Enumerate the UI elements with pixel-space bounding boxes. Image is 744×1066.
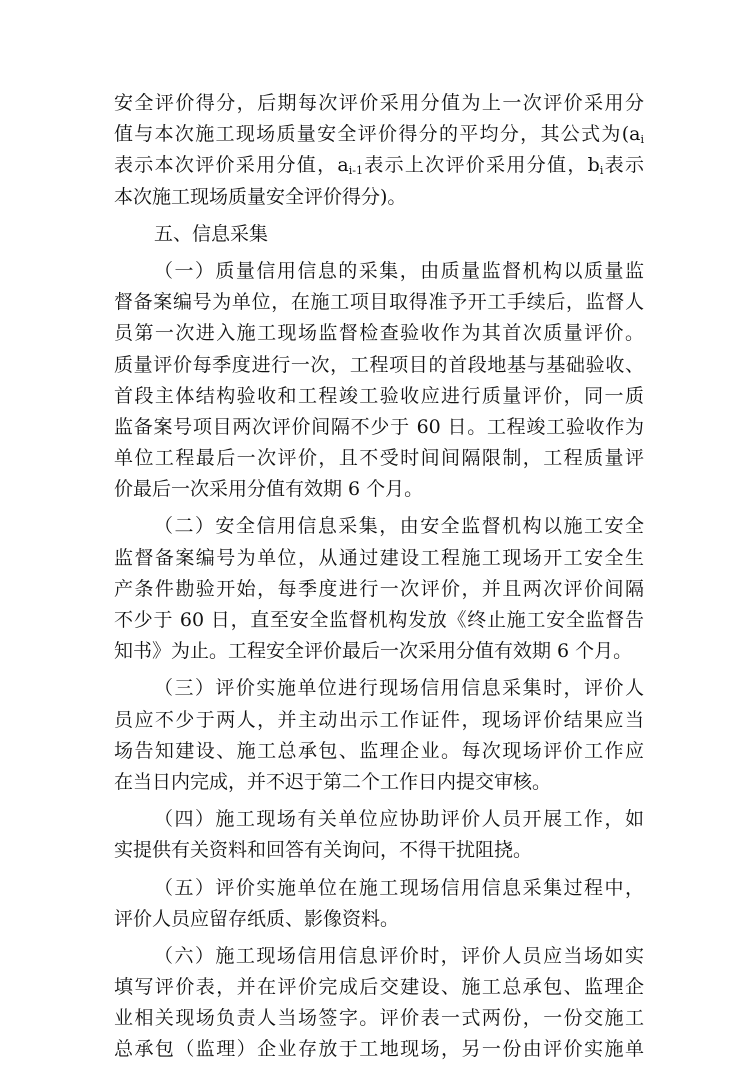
- text-line: （二）安全信用信息采集，由安全监督机构以施工安全: [154, 515, 644, 538]
- text-line: 首段主体结构验收和工程竣工验收应进行质量评价，同一质: [114, 384, 644, 407]
- text-line: 实提供有关资料和回答有关询问，不得干扰阻挠。: [114, 839, 533, 862]
- text-line: 在当日内完成，并不迟于第二个工作日内提交审核。: [114, 770, 552, 793]
- body-text: [114, 88, 644, 1066]
- text-line: 单位工程最后一次评价，且不受时间间隔限制，工程质量评: [114, 447, 644, 470]
- text-line: 价最后一次采用分值有效期 6 个月。: [114, 478, 424, 501]
- text-line: 总承包（监理）企业存放于工地现场，另一份由评价实施单: [114, 1038, 644, 1061]
- text-line: 员第一次进入施工现场监督检查验收作为其首次质量评价。: [114, 322, 644, 345]
- section-heading: 五、信息采集: [154, 222, 269, 245]
- text-line: 不少于 60 日，直至安全监督机构发放《终止施工安全监督告: [114, 609, 644, 631]
- text-line: 产条件勘验开始，每季度进行一次评价，并且两次评价间隔: [114, 577, 644, 600]
- paragraph-1: [114, 256, 644, 506]
- subscript: i: [599, 164, 604, 178]
- intro-paragraph: [114, 88, 644, 213]
- text-line: 知书》为止。工程安全评价最后一次采用分值有效期 6 个月。: [114, 640, 633, 663]
- paragraph-2: [114, 511, 644, 667]
- text-line: 安全评价得分，后期每次评价采用分值为上一次评价采用分: [114, 92, 644, 114]
- text-line: 员应不少于两人，并主动出示工作证件，现场评价结果应当: [114, 708, 644, 731]
- text-line: （四）施工现场有关单位应协助评价人员开展工作，如: [154, 808, 644, 831]
- text-line: （一）质量信用信息的采集，由质量监督机构以质量监: [154, 259, 644, 282]
- text-line: 值与本次施工现场质量安全评价得分的平均分，其公式为($a_i$: [114, 123, 644, 147]
- text-line: 监督备案编号为单位，从通过建设工程施工现场开工安全生: [114, 546, 644, 569]
- text-line: 本次施工现场质量安全评价得分)。: [114, 185, 407, 208]
- paragraph-6: [114, 941, 644, 1066]
- text-line: 评价人员应留存纸质、影像资料。: [114, 907, 400, 930]
- paragraph-5: [114, 873, 644, 935]
- paragraph-4: [114, 804, 644, 866]
- text-line: 质量评价每季度进行一次，工程项目的首段地基与基础验收、: [114, 353, 644, 376]
- text-line: （五）评价实施单位在施工现场信用信息采集过程中，: [154, 876, 644, 899]
- text-line: 场告知建设、施工总承包、监理企业。每次现场评价工作应: [114, 739, 644, 762]
- text-line: 表示本次评价采用分值，$a_{i-1}$表示上次评价采用分值，$b_i$表示: [114, 154, 644, 178]
- subscript: i: [640, 133, 644, 147]
- text-line: （三）评价实施单位进行现场信用信息采集时，评价人: [154, 677, 644, 700]
- text-line: 督备案编号为单位，在施工项目取得准予开工手续后，监督人: [114, 291, 644, 314]
- text-line: 填写评价表，并在评价完成后交建设、施工总承包、监理企: [114, 976, 644, 999]
- text-line: 业相关现场负责人当场签字。评价表一式两份，一份交施工: [114, 1007, 644, 1030]
- text-line: 监备案号项目两次评价间隔不少于 60 日。工程竣工验收作为: [114, 415, 644, 438]
- text-line: （六）施工现场信用信息评价时，评价人员应当场如实: [154, 944, 644, 967]
- subscript: i-1: [348, 164, 363, 178]
- paragraph-3: [114, 673, 644, 798]
